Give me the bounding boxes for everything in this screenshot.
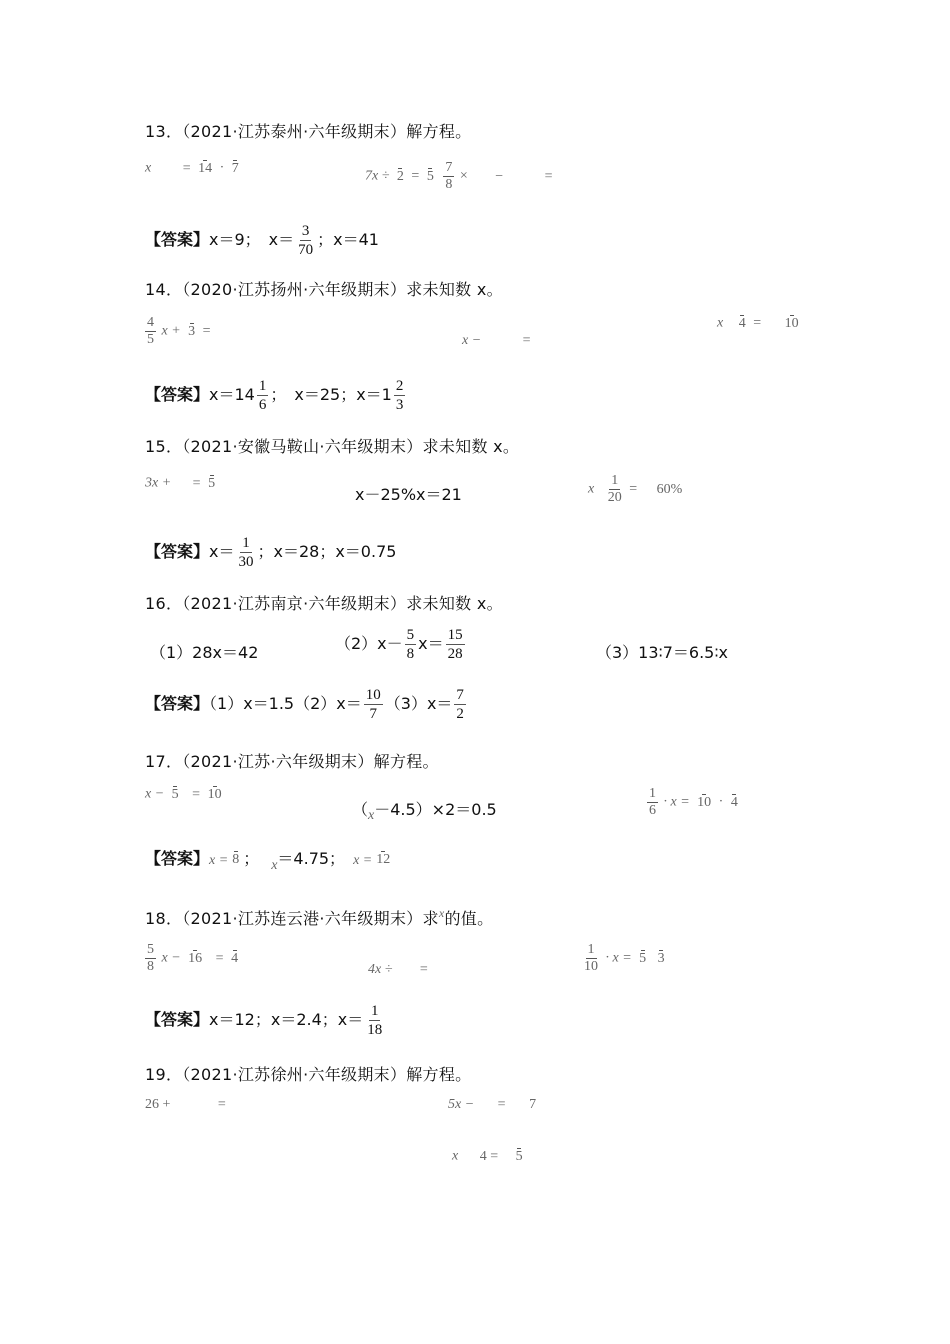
fraction: $\frac{2}{3}$ <box>395 378 404 413</box>
question-15-equation-3 <box>588 473 682 506</box>
fraction: 5 <box>639 951 647 966</box>
question-14-header: 14．（2020·江苏扬州·六年级期末）求未知数 x。 <box>145 280 503 299</box>
dot-operator: · <box>718 794 724 810</box>
question-19-equation-3 <box>452 1148 527 1165</box>
answer-text: x＝14 <box>209 385 255 404</box>
fraction: $\frac{3}{70}$ <box>298 223 314 258</box>
fraction: 5 <box>171 787 179 802</box>
question-15-equation-2: x－25%x＝21 <box>355 485 462 504</box>
fraction: 10 <box>784 316 799 331</box>
fraction: 12 <box>376 852 391 867</box>
equals-sign: = <box>544 168 553 184</box>
question-18-header <box>145 906 493 929</box>
question-16-equation-1: （1）28x＝42 <box>150 643 259 662</box>
answer-text: ； <box>243 849 260 868</box>
minus-sign: − <box>495 168 504 184</box>
answer-text: ；x＝28；x＝0.75 <box>257 542 397 561</box>
equals-sign: = <box>217 1097 226 1112</box>
header-text: 18．（2021·江苏连云港·六年级期末）求 <box>145 909 439 928</box>
equation-lead: 5x − <box>448 1097 475 1112</box>
fraction: 2 <box>396 169 404 184</box>
answer-tag: 【答案】 <box>145 1010 210 1029</box>
question-18-equation-1 <box>143 942 242 975</box>
fraction: $\frac{4}{5}$ <box>147 315 154 347</box>
question-19-equation-1 <box>145 1097 226 1113</box>
fraction: 4 <box>730 795 738 810</box>
equation-mid: · x = <box>663 794 690 810</box>
equals-sign: = <box>753 315 762 331</box>
fraction: 4 <box>738 316 746 331</box>
dot-operator: · <box>219 160 225 176</box>
fraction: 14 <box>198 161 213 176</box>
question-14-equation-3 <box>717 315 803 332</box>
fraction: 8 <box>232 852 240 867</box>
question-17-equation-2 <box>352 797 497 823</box>
variable-x: x <box>438 906 445 920</box>
times-sign: × <box>459 168 468 184</box>
equals-sign: = <box>202 323 211 339</box>
equation-text: 4 = <box>479 1148 499 1164</box>
question-15-equation-1 <box>145 475 219 492</box>
question-18-answer <box>145 1002 386 1039</box>
variable-x: x <box>717 315 724 331</box>
variable-x: x <box>145 160 152 176</box>
answer-text: （3）x＝ <box>384 694 453 713</box>
variable-x: x <box>452 1148 459 1164</box>
fraction: 10 <box>207 787 222 802</box>
equals-sign: = <box>182 160 191 176</box>
question-13-header: 13．（2021·江苏泰州·六年级期末）解方程。 <box>145 122 472 141</box>
fraction: $\frac{7}{2}$ <box>456 687 464 722</box>
equation-lead: 3x + <box>145 475 172 491</box>
question-14-equation-1 <box>143 315 211 348</box>
answer-tag: 【答案】 <box>145 385 210 404</box>
equation-lead: x − <box>145 786 165 802</box>
question-15-answer <box>145 534 396 571</box>
fraction: 5 <box>426 169 434 184</box>
equals-sign: = <box>497 1097 506 1112</box>
question-16-answer <box>145 686 468 723</box>
question-19-header: 19．（2021·江苏徐州·六年级期末）解方程。 <box>145 1065 472 1084</box>
question-17-answer <box>145 846 394 873</box>
answer-text: （1）x＝1.5（2）x＝ <box>209 694 362 713</box>
answer-text: ；x＝41 <box>317 230 379 249</box>
answer-tag: 【答案】 <box>145 230 210 249</box>
equation-mid: x − <box>161 950 181 966</box>
question-19-equation-2 <box>448 1097 536 1113</box>
answer-tag: 【答案】 <box>145 542 210 561</box>
question-16-equation-3: （3）13∶7＝6.5∶x <box>596 643 728 662</box>
answer-text: ； x＝25；x＝1 <box>270 385 392 404</box>
equals-sign: = <box>629 481 638 497</box>
question-16-header: 16．（2021·江苏南京·六年级期末）求未知数 x。 <box>145 594 503 613</box>
question-14-equation-2 <box>462 333 531 349</box>
answer-text: x＝ <box>209 542 235 561</box>
fraction: $\frac{1}{6}$ <box>258 378 267 413</box>
fraction: $\frac{1}{6}$ <box>649 786 656 818</box>
fraction: 5 <box>208 476 216 491</box>
fraction: 5 <box>515 1149 523 1164</box>
answer-text: x＝12；x＝2.4；x＝ <box>209 1010 364 1029</box>
fraction: $\frac{7}{8}$ <box>445 160 453 192</box>
fraction: 3 <box>188 324 196 339</box>
answer-tag: 【答案】 <box>145 849 210 868</box>
answer-text: x＝9； x＝ <box>209 230 295 249</box>
variable-x: x <box>368 808 375 823</box>
question-17-equation-1 <box>145 786 226 803</box>
variable-x: x <box>588 481 595 497</box>
question-16-equation-2 <box>335 626 467 663</box>
fraction: 16 <box>188 951 203 966</box>
equation-text: （2）x－ <box>335 634 403 653</box>
equals-sign: = <box>522 333 531 348</box>
question-13-equation-1 <box>145 160 243 177</box>
answer-tag: 【答案】 <box>145 694 210 713</box>
equation-value: 7 <box>529 1097 537 1112</box>
answer-text: ＝4.75； <box>277 849 346 868</box>
fraction: $\frac{5}{8}$ <box>147 942 154 974</box>
fraction: 3 <box>657 951 665 966</box>
equation-lead: 7x ÷ <box>365 168 390 184</box>
question-17-equation-3 <box>645 786 742 819</box>
fraction: $\frac{1}{18}$ <box>367 1003 383 1038</box>
equation-text: （ <box>352 800 369 819</box>
equation-lead: x − <box>462 333 482 348</box>
fraction: $\frac{1}{20}$ <box>607 473 622 505</box>
fraction: $\frac{1}{10}$ <box>584 942 598 974</box>
fraction: $\frac{15}{28}$ <box>447 627 463 662</box>
question-18-equation-2 <box>368 962 428 978</box>
equals-sign: = <box>215 950 224 966</box>
fraction: $\frac{10}{7}$ <box>365 687 381 722</box>
equation-text: －4.5）×2＝0.5 <box>374 800 497 819</box>
question-18-equation-3 <box>580 942 669 975</box>
equals-sign: = <box>419 962 428 977</box>
percent-value: 60% <box>656 481 683 497</box>
equation-lead: 26 + <box>145 1097 171 1112</box>
equals-sign: = <box>192 475 201 491</box>
equation-mid: x + <box>161 323 181 339</box>
fraction: 10 <box>697 795 712 810</box>
equation-lead: 4x ÷ <box>368 962 393 977</box>
fraction: $\frac{1}{30}$ <box>238 535 254 570</box>
fraction: 7 <box>231 161 239 176</box>
fraction: 4 <box>231 951 239 966</box>
question-13-equation-2 <box>365 160 553 193</box>
equation-text: x＝ <box>418 634 444 653</box>
equals-sign: = <box>411 168 420 184</box>
question-15-header: 15．（2021·安徽马鞍山·六年级期末）求未知数 x。 <box>145 437 520 456</box>
variable-x: x <box>271 858 278 873</box>
variable-x: x = <box>353 853 373 868</box>
header-text: 的值。 <box>444 909 494 928</box>
question-17-header: 17．（2021·江苏·六年级期末）解方程。 <box>145 752 439 771</box>
fraction: $\frac{5}{8}$ <box>406 627 415 662</box>
equation-mid: · x = <box>605 950 632 966</box>
question-14-answer <box>145 377 407 414</box>
equals-sign: = <box>192 786 201 802</box>
variable-x: x = <box>209 853 229 868</box>
question-13-answer <box>145 222 379 259</box>
